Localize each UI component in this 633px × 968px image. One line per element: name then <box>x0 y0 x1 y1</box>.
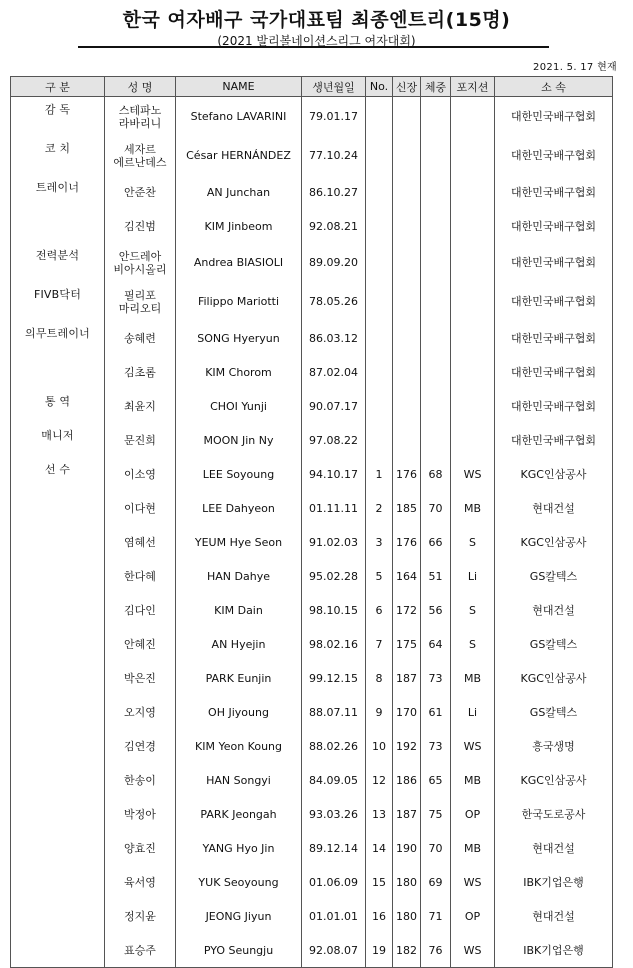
category-cell <box>11 865 105 899</box>
affiliation-cell: IBK기업은행 <box>495 933 613 968</box>
weight-cell: 70 <box>421 831 451 865</box>
korean-name-cell: 오지영 <box>105 695 176 729</box>
english-name-cell: HAN Dahye <box>176 559 302 593</box>
category-cell <box>11 491 105 525</box>
position-cell: S <box>451 525 495 559</box>
position-cell: Li <box>451 559 495 593</box>
height-cell: 182 <box>393 933 421 968</box>
roster-table <box>10 76 613 968</box>
position-cell <box>451 355 495 389</box>
weight-cell <box>421 423 451 457</box>
birthdate-cell: 98.10.15 <box>302 593 366 627</box>
affiliation-cell: 한국도로공사 <box>495 797 613 831</box>
position-cell <box>451 423 495 457</box>
affiliation-cell: 현대건설 <box>495 491 613 525</box>
korean-name-cell: 한다혜 <box>105 559 176 593</box>
weight-cell: 76 <box>421 933 451 968</box>
birthdate-cell: 90.07.17 <box>302 389 366 423</box>
height-cell: 180 <box>393 899 421 933</box>
height-cell: 185 <box>393 491 421 525</box>
category-cell: 감 독 <box>11 97 105 137</box>
height-cell: 170 <box>393 695 421 729</box>
birthdate-cell: 86.03.12 <box>302 321 366 355</box>
birthdate-cell: 01.11.11 <box>302 491 366 525</box>
number-cell: 10 <box>366 729 393 763</box>
english-name-cell: PARK Eunjin <box>176 661 302 695</box>
affiliation-cell: 대한민국배구협회 <box>495 97 613 137</box>
korean-name-cell: 한송이 <box>105 763 176 797</box>
height-cell <box>393 175 421 209</box>
birthdate-cell: 98.02.16 <box>302 627 366 661</box>
table-row <box>11 209 613 243</box>
number-cell: 15 <box>366 865 393 899</box>
birthdate-cell: 92.08.07 <box>302 933 366 968</box>
height-cell <box>393 136 421 175</box>
number-cell: 9 <box>366 695 393 729</box>
height-cell: 164 <box>393 559 421 593</box>
affiliation-cell: 대한민국배구협회 <box>495 389 613 423</box>
number-cell: 3 <box>366 525 393 559</box>
birthdate-cell: 87.02.04 <box>302 355 366 389</box>
birthdate-cell: 79.01.17 <box>302 97 366 137</box>
height-cell: 176 <box>393 457 421 491</box>
english-name-cell: YUK Seoyoung <box>176 865 302 899</box>
category-cell <box>11 831 105 865</box>
korean-name-cell: 필리포 마리오티 <box>105 282 176 321</box>
weight-cell <box>421 389 451 423</box>
number-cell: 16 <box>366 899 393 933</box>
birthdate-cell: 99.12.15 <box>302 661 366 695</box>
weight-cell <box>421 175 451 209</box>
korean-name-cell: 스테파노 라바리니 <box>105 97 176 137</box>
number-cell <box>366 389 393 423</box>
height-cell: 186 <box>393 763 421 797</box>
category-cell: 코 치 <box>11 136 105 175</box>
weight-cell: 61 <box>421 695 451 729</box>
korean-name-cell: 안준찬 <box>105 175 176 209</box>
birthdate-cell: 91.02.03 <box>302 525 366 559</box>
birthdate-cell: 93.03.26 <box>302 797 366 831</box>
affiliation-cell: 대한민국배구협회 <box>495 321 613 355</box>
birthdate-cell: 88.02.26 <box>302 729 366 763</box>
table-row <box>11 627 613 661</box>
affiliation-cell: KGC인삼공사 <box>495 763 613 797</box>
height-cell: 180 <box>393 865 421 899</box>
english-name-cell: MOON Jin Ny <box>176 423 302 457</box>
position-cell <box>451 136 495 175</box>
affiliation-cell: 대한민국배구협회 <box>495 355 613 389</box>
english-name-cell: KIM Dain <box>176 593 302 627</box>
korean-name-cell: 김다인 <box>105 593 176 627</box>
korean-name-cell: 안혜진 <box>105 627 176 661</box>
affiliation-cell: KGC인삼공사 <box>495 525 613 559</box>
category-cell <box>11 661 105 695</box>
table-row <box>11 695 613 729</box>
header-weight: 체중 <box>421 77 451 97</box>
affiliation-cell: KGC인삼공사 <box>495 457 613 491</box>
birthdate-cell: 01.01.01 <box>302 899 366 933</box>
birthdate-cell: 97.08.22 <box>302 423 366 457</box>
affiliation-cell: GS칼텍스 <box>495 627 613 661</box>
english-name-cell: Andrea BIASIOLI <box>176 243 302 282</box>
number-cell: 13 <box>366 797 393 831</box>
height-cell: 187 <box>393 661 421 695</box>
english-name-cell: AN Junchan <box>176 175 302 209</box>
category-cell <box>11 355 105 389</box>
table-row <box>11 933 613 968</box>
number-cell <box>366 97 393 137</box>
position-cell: WS <box>451 729 495 763</box>
position-cell: OP <box>451 797 495 831</box>
category-cell: 트레이너 <box>11 175 105 209</box>
korean-name-cell: 이다현 <box>105 491 176 525</box>
position-cell: S <box>451 627 495 661</box>
category-cell <box>11 593 105 627</box>
english-name-cell: YEUM Hye Seon <box>176 525 302 559</box>
position-cell: MB <box>451 491 495 525</box>
position-cell: MB <box>451 661 495 695</box>
table-row <box>11 389 613 423</box>
position-cell <box>451 321 495 355</box>
category-cell <box>11 209 105 243</box>
birthdate-cell: 86.10.27 <box>302 175 366 209</box>
korean-name-cell: 세자르 에르난데스 <box>105 136 176 175</box>
affiliation-cell: 현대건설 <box>495 899 613 933</box>
number-cell: 19 <box>366 933 393 968</box>
english-name-cell: CHOI Yunji <box>176 389 302 423</box>
table-row <box>11 899 613 933</box>
document-title: 한국 여자배구 국가대표팀 최종엔트리(15명) <box>122 9 511 31</box>
table-row <box>11 175 613 209</box>
position-cell <box>451 97 495 137</box>
english-name-cell: Filippo Mariotti <box>176 282 302 321</box>
number-cell: 6 <box>366 593 393 627</box>
category-cell <box>11 899 105 933</box>
table-header-row <box>11 77 613 97</box>
number-cell <box>366 209 393 243</box>
table-row <box>11 865 613 899</box>
weight-cell: 73 <box>421 729 451 763</box>
position-cell <box>451 175 495 209</box>
height-cell: 187 <box>393 797 421 831</box>
birthdate-cell: 89.09.20 <box>302 243 366 282</box>
category-cell <box>11 729 105 763</box>
table-row <box>11 831 613 865</box>
number-cell: 2 <box>366 491 393 525</box>
korean-name-cell: 송혜련 <box>105 321 176 355</box>
birthdate-cell: 89.12.14 <box>302 831 366 865</box>
category-cell <box>11 559 105 593</box>
height-cell <box>393 243 421 282</box>
height-cell <box>393 423 421 457</box>
height-cell <box>393 97 421 137</box>
english-name-cell: JEONG Jiyun <box>176 899 302 933</box>
position-cell: MB <box>451 831 495 865</box>
category-cell <box>11 933 105 968</box>
table-row <box>11 321 613 355</box>
birthdate-cell: 94.10.17 <box>302 457 366 491</box>
number-cell: 7 <box>366 627 393 661</box>
affiliation-cell: GS칼텍스 <box>495 559 613 593</box>
position-cell: S <box>451 593 495 627</box>
english-name-cell: YANG Hyo Jin <box>176 831 302 865</box>
english-name-cell: AN Hyejin <box>176 627 302 661</box>
height-cell <box>393 209 421 243</box>
birthdate-cell: 77.10.24 <box>302 136 366 175</box>
table-row <box>11 457 613 491</box>
weight-cell: 56 <box>421 593 451 627</box>
table-row <box>11 243 613 282</box>
position-cell: WS <box>451 457 495 491</box>
header-affiliation: 소 속 <box>495 77 613 97</box>
header-position: 포지션 <box>451 77 495 97</box>
height-cell: 175 <box>393 627 421 661</box>
weight-cell: 75 <box>421 797 451 831</box>
category-cell: 의무트레이너 <box>11 321 105 355</box>
birthdate-cell: 88.07.11 <box>302 695 366 729</box>
weight-cell: 51 <box>421 559 451 593</box>
roster-body <box>11 97 613 968</box>
affiliation-cell: 현대건설 <box>495 831 613 865</box>
weight-cell: 65 <box>421 763 451 797</box>
korean-name-cell: 이소영 <box>105 457 176 491</box>
affiliation-cell: 현대건설 <box>495 593 613 627</box>
weight-cell: 73 <box>421 661 451 695</box>
height-cell <box>393 282 421 321</box>
weight-cell: 69 <box>421 865 451 899</box>
korean-name-cell: 표승주 <box>105 933 176 968</box>
korean-name-cell: 안드레아 비아시올리 <box>105 243 176 282</box>
table-row <box>11 559 613 593</box>
english-name-cell: PYO Seungju <box>176 933 302 968</box>
english-name-cell: PARK Jeongah <box>176 797 302 831</box>
weight-cell: 70 <box>421 491 451 525</box>
affiliation-cell: IBK기업은행 <box>495 865 613 899</box>
birthdate-cell: 92.08.21 <box>302 209 366 243</box>
number-cell <box>366 243 393 282</box>
category-cell: 매니저 <box>11 423 105 457</box>
number-cell <box>366 282 393 321</box>
height-cell <box>393 321 421 355</box>
header-name-korean: 성 명 <box>105 77 176 97</box>
position-cell <box>451 243 495 282</box>
weight-cell <box>421 355 451 389</box>
korean-name-cell: 정지윤 <box>105 899 176 933</box>
height-cell: 190 <box>393 831 421 865</box>
position-cell <box>451 209 495 243</box>
weight-cell <box>421 97 451 137</box>
table-row <box>11 355 613 389</box>
header-number: No. <box>366 77 393 97</box>
english-name-cell: César HERNÁNDEZ <box>176 136 302 175</box>
number-cell <box>366 423 393 457</box>
english-name-cell: Stefano LAVARINI <box>176 97 302 137</box>
table-row <box>11 136 613 175</box>
position-cell: OP <box>451 899 495 933</box>
header-height: 신장 <box>393 77 421 97</box>
korean-name-cell: 최윤지 <box>105 389 176 423</box>
weight-cell <box>421 282 451 321</box>
number-cell: 12 <box>366 763 393 797</box>
position-cell: WS <box>451 933 495 968</box>
title-underline <box>78 46 549 48</box>
position-cell: Li <box>451 695 495 729</box>
english-name-cell: KIM Chorom <box>176 355 302 389</box>
weight-cell <box>421 321 451 355</box>
affiliation-cell: 대한민국배구협회 <box>495 175 613 209</box>
english-name-cell: KIM Jinbeom <box>176 209 302 243</box>
number-cell: 8 <box>366 661 393 695</box>
korean-name-cell: 염혜선 <box>105 525 176 559</box>
english-name-cell: HAN Songyi <box>176 763 302 797</box>
english-name-cell: LEE Dahyeon <box>176 491 302 525</box>
header-category: 구 분 <box>11 77 105 97</box>
position-cell <box>451 389 495 423</box>
height-cell: 176 <box>393 525 421 559</box>
position-cell: MB <box>451 763 495 797</box>
category-cell: 선 수 <box>11 457 105 491</box>
english-name-cell: LEE Soyoung <box>176 457 302 491</box>
english-name-cell: KIM Yeon Koung <box>176 729 302 763</box>
table-row <box>11 661 613 695</box>
affiliation-cell: 대한민국배구협회 <box>495 423 613 457</box>
table-row <box>11 763 613 797</box>
affiliation-cell: 대한민국배구협회 <box>495 136 613 175</box>
height-cell: 172 <box>393 593 421 627</box>
header-name-english: NAME <box>176 77 302 97</box>
affiliation-cell: 흥국생명 <box>495 729 613 763</box>
birthdate-cell: 01.06.09 <box>302 865 366 899</box>
korean-name-cell: 문진희 <box>105 423 176 457</box>
weight-cell: 64 <box>421 627 451 661</box>
number-cell: 1 <box>366 457 393 491</box>
table-row <box>11 525 613 559</box>
as-of-date: 2021. 5. 17 현재 <box>533 62 617 73</box>
korean-name-cell: 박정아 <box>105 797 176 831</box>
birthdate-cell: 95.02.28 <box>302 559 366 593</box>
korean-name-cell: 김연경 <box>105 729 176 763</box>
english-name-cell: OH Jiyoung <box>176 695 302 729</box>
table-row <box>11 423 613 457</box>
document-subtitle: (2021 발리볼네이션스리그 여자대회) <box>217 34 416 48</box>
table-row <box>11 797 613 831</box>
height-cell: 192 <box>393 729 421 763</box>
korean-name-cell: 양효진 <box>105 831 176 865</box>
birthdate-cell: 84.09.05 <box>302 763 366 797</box>
category-cell: 통 역 <box>11 389 105 423</box>
category-cell: FIVB닥터 <box>11 282 105 321</box>
height-cell <box>393 355 421 389</box>
korean-name-cell: 김초롬 <box>105 355 176 389</box>
table-row <box>11 593 613 627</box>
table-row <box>11 97 613 137</box>
birthdate-cell: 78.05.26 <box>302 282 366 321</box>
weight-cell <box>421 136 451 175</box>
header-birthdate: 생년월일 <box>302 77 366 97</box>
category-cell <box>11 525 105 559</box>
weight-cell <box>421 209 451 243</box>
korean-name-cell: 육서영 <box>105 865 176 899</box>
weight-cell: 71 <box>421 899 451 933</box>
category-cell <box>11 763 105 797</box>
affiliation-cell: GS칼텍스 <box>495 695 613 729</box>
position-cell <box>451 282 495 321</box>
affiliation-cell: KGC인삼공사 <box>495 661 613 695</box>
table-row <box>11 729 613 763</box>
number-cell <box>366 355 393 389</box>
category-cell <box>11 627 105 661</box>
position-cell: WS <box>451 865 495 899</box>
korean-name-cell: 김진범 <box>105 209 176 243</box>
weight-cell: 68 <box>421 457 451 491</box>
number-cell <box>366 321 393 355</box>
affiliation-cell: 대한민국배구협회 <box>495 209 613 243</box>
table-row <box>11 491 613 525</box>
weight-cell: 66 <box>421 525 451 559</box>
height-cell <box>393 389 421 423</box>
number-cell: 5 <box>366 559 393 593</box>
affiliation-cell: 대한민국배구협회 <box>495 243 613 282</box>
english-name-cell: SONG Hyeryun <box>176 321 302 355</box>
category-cell: 전력분석 <box>11 243 105 282</box>
korean-name-cell: 박은진 <box>105 661 176 695</box>
weight-cell <box>421 243 451 282</box>
affiliation-cell: 대한민국배구협회 <box>495 282 613 321</box>
category-cell <box>11 695 105 729</box>
number-cell <box>366 136 393 175</box>
number-cell: 14 <box>366 831 393 865</box>
table-row <box>11 282 613 321</box>
number-cell <box>366 175 393 209</box>
category-cell <box>11 797 105 831</box>
